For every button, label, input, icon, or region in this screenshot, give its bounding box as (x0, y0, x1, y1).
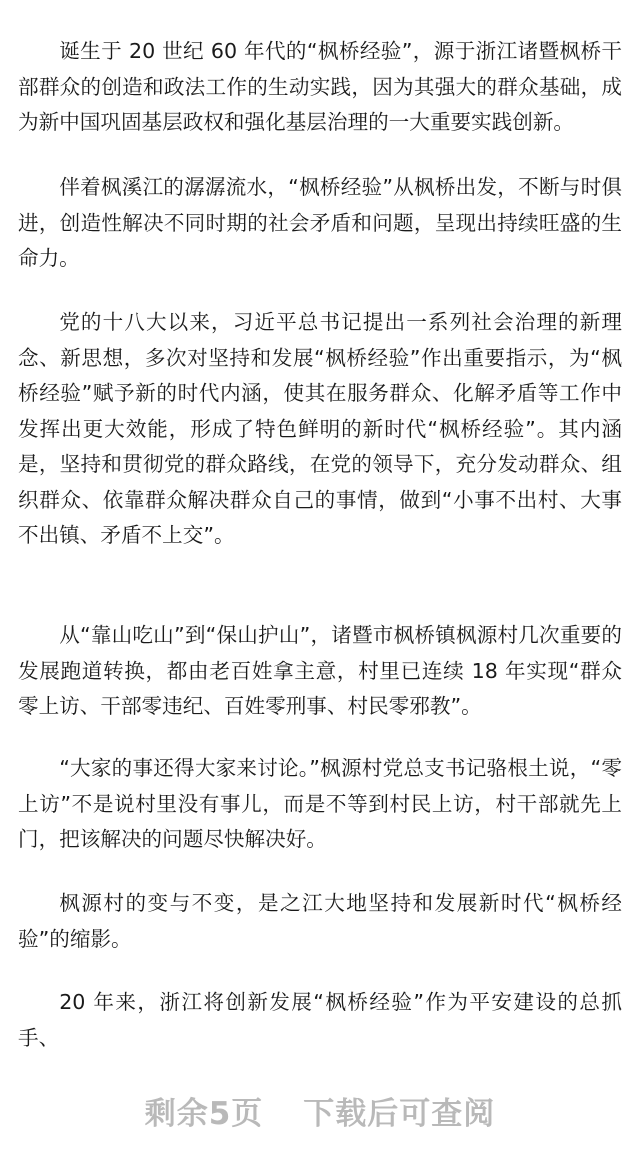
paragraph-1: 诞生于 20 世纪 60 年代的“枫桥经验”，源于浙江诸暨枫桥干部群众的创造和政法工作的生动实践，因为其强大的群众基础，成为新中国巩固基层政权和强化基层治理的一大重要实践创新。 (18, 39, 622, 134)
download-to-view-label: 下载后可查阅 (303, 1095, 496, 1132)
remaining-pages-label: 剩余5页 (144, 1095, 264, 1132)
paragraph-7: 20 年来，浙江将创新发展“枫桥经验”作为平安建设的总抓手、 (18, 990, 622, 1050)
paragraph-5: “大家的事还得大家来讨论。”枫源村党总支书记骆根土说，“零上访”不是说村里没有事儿，而是不等到村民上访，村干部就先上门，把该解决的问题尽快解决好。 (18, 756, 622, 851)
paragraph-4: 从“靠山吃山”到“保山护山”，诸暨市枫桥镇枫源村几次重要的发展跑道转换，都由老百姓拿主意，村里已连续 18 年实现“群众零上访、干部零违纪、百姓零刑事、村民零邪教”。 (18, 623, 622, 718)
paragraph-3: 党的十八大以来，习近平总书记提出一系列社会治理的新理念、新思想，多次对坚持和发展“枫桥经验”作出重要指示，为“枫桥经验”赋予新的时代内涵，使其在服务群众、化解矛盾等工作中发挥出更大效能，形成了特色鲜明的新时代“枫桥经验”。其内涵是，坚持和贯彻党的群众路线，在党的领导下，充分发动群众、组织群众、依靠群众解决群众自己的事情，做到“小事不出村、大事不出镇、矛盾不上交”。 (18, 310, 622, 547)
download-more-banner[interactable] (0, 1085, 640, 1135)
paragraph-2: 伴着枫溪江的潺潺流水，“枫桥经验”从枫桥出发，不断与时俱进，创造性解决不同时期的社会矛盾和问题，呈现出持续旺盛的生命力。 (18, 175, 622, 270)
paragraph-6: 枫源村的变与不变，是之江大地坚持和发展新时代“枫桥经验”的缩影。 (18, 891, 622, 951)
